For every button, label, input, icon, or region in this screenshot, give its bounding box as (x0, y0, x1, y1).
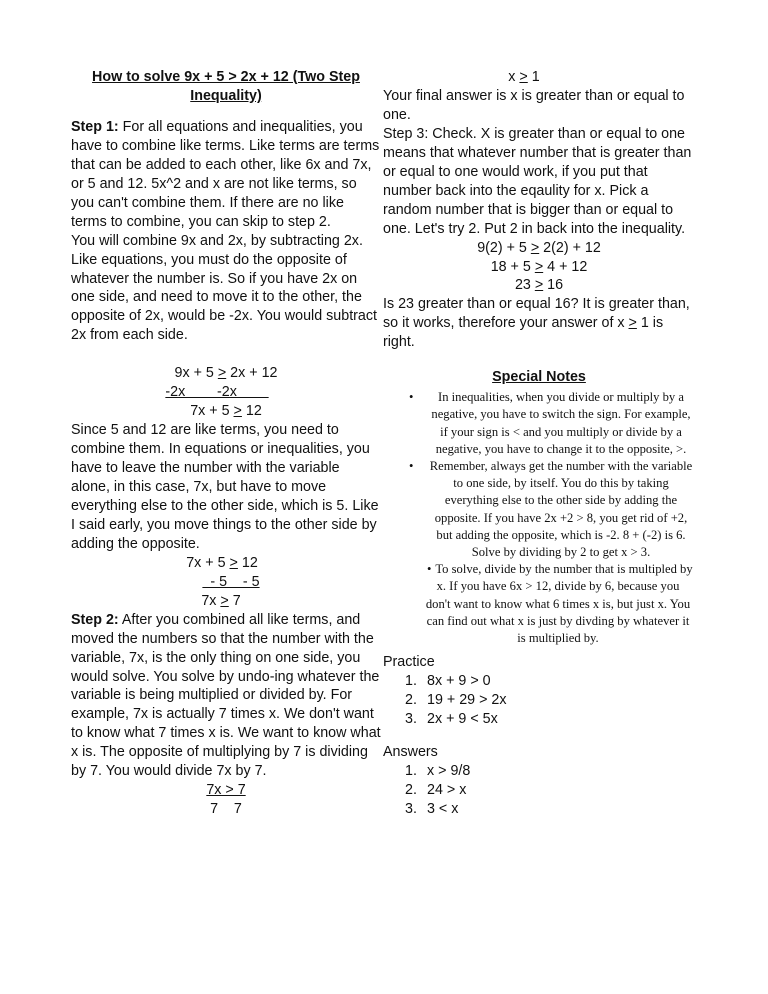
answers-heading: Answers (383, 744, 438, 761)
result-line: x > 1 (508, 69, 540, 85)
list-item: 3. 3 < x (405, 800, 459, 817)
list-item: • To solve, divide by the number that is multipled by x. If you have 6x > 12, divide by 6, because you don't want to know what 6 times x is, but just x. You can find out what x is just by divding by whatever it is multiplied by. (425, 562, 693, 646)
list-item: 1. 8x + 9 > 0 (405, 673, 491, 690)
left-column (71, 68, 381, 819)
special-notes-heading: Special Notes (492, 369, 586, 386)
practice-heading: Practice (383, 654, 435, 671)
step2-label: Step 2: (71, 611, 119, 628)
math-step-1 (71, 364, 381, 421)
math-line: 18 + 5 > 4 + 12 (490, 258, 588, 275)
list-item: 2. 19 + 29 > 2x (405, 692, 507, 709)
fraction-numerator: 7x > 7 (206, 782, 246, 799)
step2-text: After you combined all like terms, and moved the numbers so that the number with the variable, 7x, is the only thing on one side, you would solve. You solve by undo-ing whatever the variable is being multiplied or divided by. For example, 7x is actually 7 times x. We don't want to know what 7 times x is. We want to know what x is. The opposite of multiplying by 7 is dividing by 7. You would divide 7x by 7. (71, 611, 381, 780)
check-math (383, 239, 695, 296)
list-item: 1. x > 9/8 (405, 763, 471, 780)
step1-text: For all equations and inequalities, you have to combine like terms. Like terms are terms that can be added to each other, like 6x and 7x, or 5 and 12. 5x^2 and x are not like terms, so you can't combine them. If there are no like terms to combine, you can skip to step 2. (71, 118, 380, 230)
math-line: 7x + 5 > 12 (190, 403, 262, 420)
special-notes-list (383, 389, 695, 647)
step1-paragraph (71, 118, 381, 232)
final-answer-paragraph: Your final answer is x is greater than or equal to one. (383, 87, 685, 123)
math-step-2 (71, 554, 381, 611)
step2-paragraph (71, 611, 381, 782)
document-title: How to solve 9x + 5 > 2x + 12 (Two Step Inequality) (92, 69, 360, 104)
combine-paragraph: You will combine 9x and 2x, by subtracting 2x. Like equations, you must do the opposite of whatever the number is. So if you have 2x on one side, and need to move it to the other, the opposite of 2x, would be -2x. You would subtract 2x from each side. (71, 232, 377, 344)
step3-paragraph: Step 3: Check. X is greater than or equal to one means that whatever number that is greater than or equal to one would work, if you put that number back into the eqaulity for x. Pick a random number that is bigger than or equal to one. Let's try 2. Put 2 in back into the inequality. (383, 125, 692, 237)
practice-list (383, 672, 695, 729)
list-item: • Remember, always get the number with the variable to one side, by itself. You do this by taking everything else to the other side by adding the opposite. If you have 2x +2 > 8, you get rid of +2, but adding the opposite, which is -2. 8 + (-2) is 6. Solve by dividing by 2 to get x > 3. (409, 459, 693, 560)
list-item: 3. 2x + 9 < 5x (405, 711, 498, 728)
math-step-3 (71, 781, 381, 819)
math-line: - 5 - 5 (202, 573, 260, 590)
list-item: • In inequalities, when you divide or multiply by a negative, you have to switch the sign. For example, if your sign is < and you multiply or divide by a negative, you have to change it to the opposite, >. (409, 390, 691, 456)
answers-list (383, 762, 695, 819)
step1-label: Step 1: (71, 118, 119, 135)
math-line: 23 > 16 (514, 277, 564, 294)
bullet-icon: • (409, 390, 414, 405)
bullet-icon: • (409, 459, 414, 474)
list-item: 2. 24 > x (405, 782, 467, 799)
math-line: 9(2) + 5 > 2(2) + 12 (477, 239, 601, 256)
math-line: 7x + 5 > 12 (186, 554, 258, 571)
math-line: 9x + 5 > 2x + 12 (174, 365, 278, 382)
math-line: 7x > 7 (201, 592, 241, 609)
math-line: -2x -2x (165, 384, 269, 401)
like-terms-paragraph: Since 5 and 12 are like terms, you need to combine them. In equations or inequalities, you have to leave the number with the variable alone, in this case, 7x, but have to move everything else to the other side, which is 5. Like I said early, you move things to the other side by adding the opposite. (71, 422, 379, 552)
right-column (383, 68, 695, 819)
fraction-denominator: 7 7 (210, 801, 242, 818)
bullet-icon: • (427, 562, 432, 577)
conclusion-paragraph: Is 23 greater than or equal 16? It is greater than, so it works, therefore your answer of x > 1 is right. (383, 296, 690, 351)
